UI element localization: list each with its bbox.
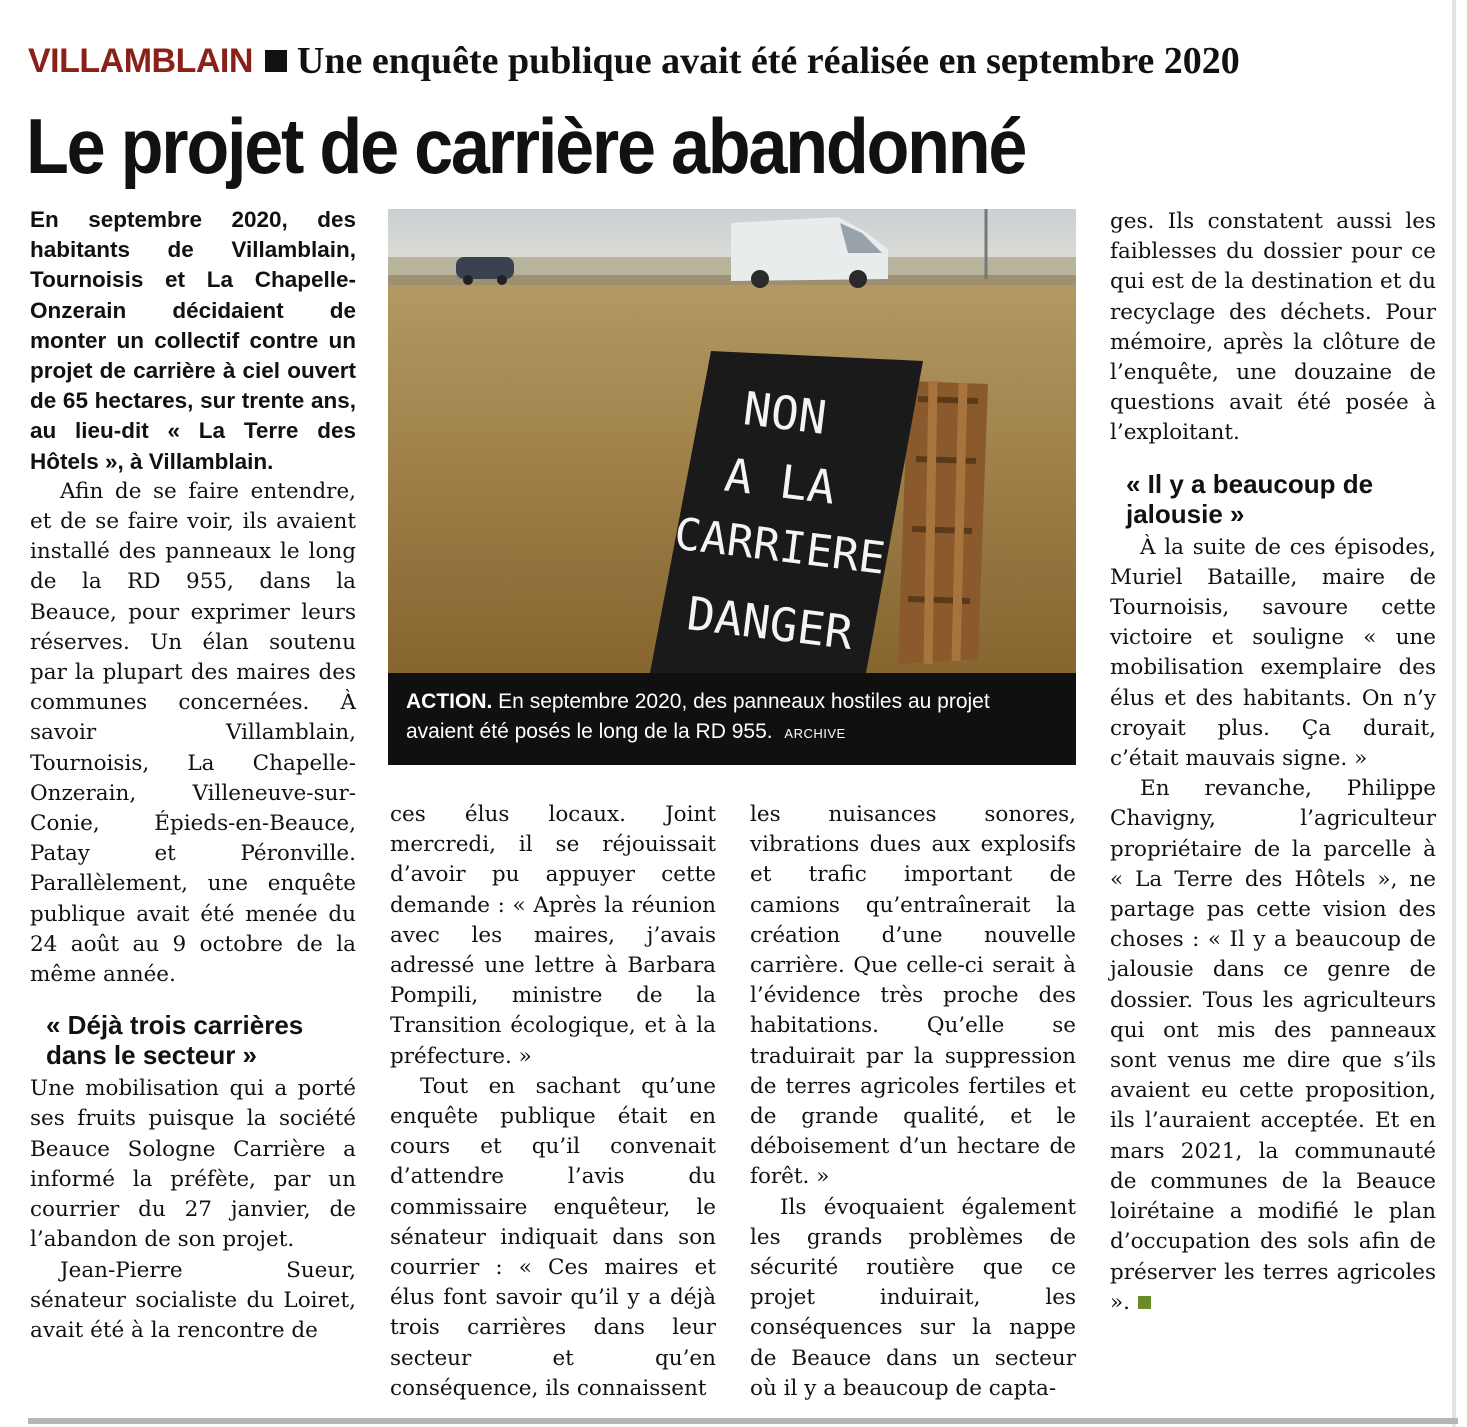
column-3-paragraph-1: les nuisances sonores, vibrations dues aux explosifs et trafic important de camions qu’entraînerait la création d’une nouvelle carrière. Que celle-ci serait à l’évidence très proche des habitations. Qu’elle se traduirait par la suppression de terres agricoles fertiles et de grande qualité, et le déboisement d’un hectare de forêt. » [750,802,1076,1190]
chapo: En septembre 2020, des habitants de Villamblain, Tournoisis et La Chapelle-Onzerain décidaient de monter un collectif contre un projet de carrière à ciel ouvert de 65 hectares, sur trente ans, au lieu-dit « La Terre des Hôtels », à Villamblain. [30,207,356,474]
photo-credit: ARCHIVE [784,726,846,741]
column-1-paragraph-3: Jean-Pierre Sueur, sénateur socialiste du Loiret, avait été à la rencontre de [30,1257,356,1343]
kicker [28,36,1240,86]
end-mark-icon [1138,1296,1151,1309]
sign-line-3: CARRIERE [671,508,889,585]
sign-line-1: NON [740,381,830,445]
headline: Le projet de carrière abandonné [26,102,1026,190]
kicker-deck: Une enquête publique avait été réalisée en septembre 2020 [296,40,1240,82]
column-4 [1110,207,1436,1318]
caption-label: ACTION. [406,690,493,713]
column-4-paragraph-3 [1110,774,1436,1318]
column-4-paragraph-2: À la suite de ces épisodes, Muriel Bataille, maire de Tournoisis, savoure cette victoire et souligne « une mobilisation exemplaire des élus et des habitants. On n’y croyait plus. Ça durait, c’était mauvais signe. » [1110,534,1436,772]
kicker-place: VILLAMBLAIN [28,41,253,80]
bottom-rule [28,1418,1458,1424]
page-edge-rule [1452,0,1456,1427]
column-2-paragraph-2: Tout en sachant qu’une enquête publique était en cours et qu’il convenait d’attendre l’avis du commissaire enquêteur, le sénateur indiquait dans son courrier : « Ces maires et élus font savoir qu’il y a déjà trois carrières dans leur secteur et qu’en conséquence, ils connaissent [390,1073,716,1401]
sign-line-2: A LA [721,447,839,515]
caption-text: En septembre 2020, des panneaux hostiles au projet avaient été posés le long de la RD 955. [406,690,990,743]
column-2-paragraph-1: ces élus locaux. Joint mercredi, il se réjouissait d’avoir pu appuyer cette demande : « Après la réunion avec les maires, j’avais adressé une lettre à Barbara Pompili, ministre de la Transition écologique, et à la préfecture. » [390,802,716,1069]
photo [388,209,1076,673]
column-1-paragraph-1: Afin de se faire entendre, et de se faire voir, ils avaient installé des panneaux le long de la RD 955, dans la Beauce, pour exprimer leurs réserves. Un élan soutenu par la plupart des maires des communes concernées. À savoir Villamblain, Tournoisis, La Chapelle-Onzerain, Villeneuve-sur-Conie, Épieds-en-Beauce, Patay et Péronville. Parallèlement, une enquête publique avait été menée du 24 août au 9 octobre de la même année. [30,478,356,988]
column-1 [30,205,356,1346]
column-3 [750,800,1076,1404]
photo-caption [388,673,1076,765]
column-1-paragraph-2: Une mobilisation qui a porté ses fruits puisque la société Beauce Sologne Carrière a informé la préfète, par un courrier du 27 janvier, de l’abandon de son projet. [30,1076,356,1253]
sign-line-4: DANGER [684,586,856,661]
column-4-paragraph-1: ges. Ils constatent aussi les faiblesses du dossier pour ce qui est de la destination et du recyclage des déchets. Pour mémoire, après la clôture de l’enquête, une douzaine de questions avait été posée à l’exploitant. [1110,209,1436,446]
kicker-square-icon [265,50,287,72]
subhead-2: « Il y a beaucoup de jalousie » [1126,468,1374,529]
subhead-1: « Déjà trois carrières dans le secteur » [46,1010,304,1071]
column-3-paragraph-2: Ils évoquaient également les grands problèmes de sécurité routière que ce projet induirait, les conséquences sur la nappe de Beauce dans un secteur où il y a beaucoup de capta- [750,1194,1076,1401]
photo-illustration [388,209,1076,673]
column-4-paragraph-3-text: En revanche, Philippe Chavigny, l’agriculteur propriétaire de la parcelle à « La Terre des Hôtels », ne partage pas cette vision des choses : « Il y a beaucoup de jalousie dans ce genre de dossier. Tous les agriculteurs qui ont mis des panneaux sont venus me dire que s’ils avaient eu cette proposition, ils l’auraient acceptée. Et en mars 2021, la communauté de communes de la Beauce loirétaine a modifié le plan d’occupation des sols afin de préserver les terres agricoles ». [1110,776,1436,1315]
column-2 [390,800,716,1404]
